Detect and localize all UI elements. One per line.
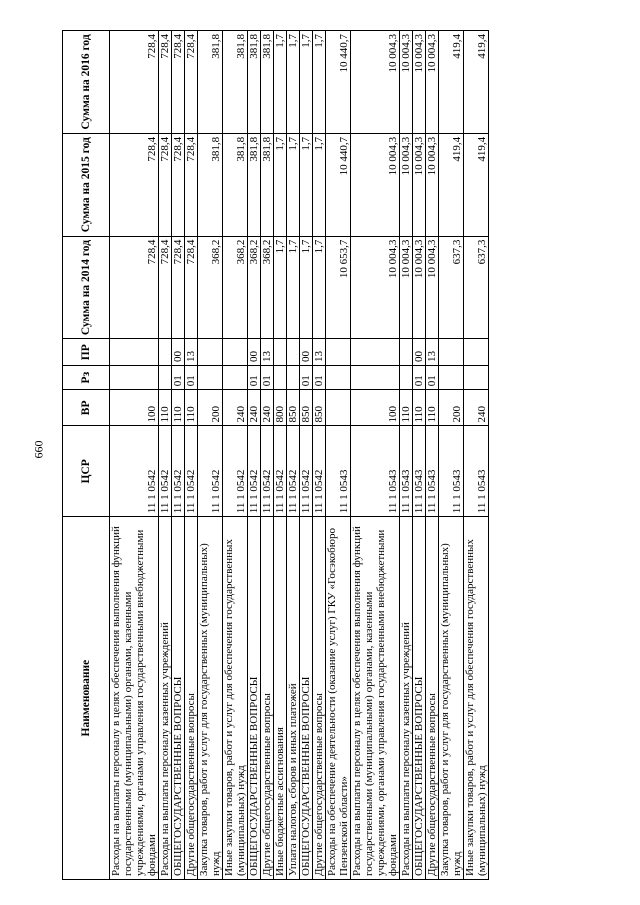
row-name: Расходы на выплаты персоналу в целях обеспечения выполнения функций государственными (муниципальными) органами, казенными учреждениями, органами управления государственными внебюджетными фондами: [110, 517, 159, 880]
row-pr: [287, 339, 300, 366]
row-vr: 240: [464, 390, 489, 426]
row-sum-2016: 1,7: [300, 31, 313, 134]
row-csr: 11 1 0542: [110, 426, 159, 517]
row-sum-2015: 381,8: [261, 133, 274, 236]
row-csr: 11 1 0542: [313, 426, 326, 517]
row-pr: [274, 339, 287, 366]
table-row: [439, 31, 464, 880]
row-sum-2015: 10 004,3: [400, 133, 413, 236]
row-pr: [464, 339, 489, 366]
row-name: Другие общегосударственные вопросы: [313, 517, 326, 880]
row-rz: [400, 366, 413, 390]
row-csr: 11 1 0543: [464, 426, 489, 517]
row-pr: 00: [413, 339, 426, 366]
table-row: [413, 31, 426, 880]
row-sum-2014: 10 004,3: [400, 236, 413, 339]
budget-table: [62, 30, 489, 880]
row-pr: [110, 339, 159, 366]
row-sum-2014: 10 004,3: [351, 236, 400, 339]
table-header-row: [63, 31, 110, 880]
row-sum-2016: 728,4: [185, 31, 198, 134]
row-name: Закупка товаров, работ и услуг для государственных (муниципальных) нужд: [198, 517, 223, 880]
row-rz: [223, 366, 248, 390]
row-rz: [198, 366, 223, 390]
rotated-page: [62, 30, 582, 880]
row-csr: 11 1 0543: [351, 426, 400, 517]
row-vr: 110: [413, 390, 426, 426]
row-pr: 00: [172, 339, 185, 366]
table-row: [198, 31, 223, 880]
row-name: Расходы на выплаты персоналу в целях обеспечения выполнения функций государственными (муниципальными) органами, казенными учреждениями, органами управления государственными внебюджетными фондами: [351, 517, 400, 880]
row-pr: [351, 339, 400, 366]
table-row: [351, 31, 400, 880]
row-pr: 00: [248, 339, 261, 366]
row-name: Закупка товаров, работ и услуг для государственных (муниципальных) нужд: [439, 517, 464, 880]
row-csr: 11 1 0542: [198, 426, 223, 517]
row-rz: [274, 366, 287, 390]
row-vr: 240: [261, 390, 274, 426]
row-sum-2014: 10 004,3: [426, 236, 439, 339]
header-sum-2015: Сумма на 2015 год: [63, 133, 110, 236]
row-sum-2014: 1,7: [274, 236, 287, 339]
row-rz: [110, 366, 159, 390]
table-row: [159, 31, 172, 880]
row-csr: 11 1 0542: [159, 426, 172, 517]
row-sum-2014: 10 004,3: [413, 236, 426, 339]
row-csr: 11 1 0542: [287, 426, 300, 517]
row-csr: 11 1 0543: [400, 426, 413, 517]
row-sum-2015: 419,4: [464, 133, 489, 236]
row-sum-2014: 728,4: [185, 236, 198, 339]
row-sum-2014: 368,2: [248, 236, 261, 339]
row-vr: 200: [198, 390, 223, 426]
table-row: [400, 31, 413, 880]
row-name: Расходы на выплаты персоналу казенных учреждений: [400, 517, 413, 880]
row-csr: 11 1 0542: [223, 426, 248, 517]
row-name: Иные закупки товаров, работ и услуг для обеспечения государственных (муниципальных) нужд: [464, 517, 489, 880]
row-sum-2014: 728,4: [159, 236, 172, 339]
row-name: ОБЩЕГОСУДАРСТВЕННЫЕ ВОПРОСЫ: [172, 517, 185, 880]
row-sum-2015: 1,7: [313, 133, 326, 236]
row-sum-2014: 1,7: [300, 236, 313, 339]
row-sum-2014: 728,4: [172, 236, 185, 339]
row-sum-2016: 728,4: [110, 31, 159, 134]
row-sum-2015: 381,8: [198, 133, 223, 236]
row-sum-2015: 10 440,7: [326, 133, 351, 236]
row-sum-2016: 419,4: [464, 31, 489, 134]
row-vr: 110: [185, 390, 198, 426]
row-name: Иные бюджетные ассигнования: [274, 517, 287, 880]
table-row: [248, 31, 261, 880]
row-sum-2015: 728,4: [110, 133, 159, 236]
row-csr: 11 1 0543: [326, 426, 351, 517]
row-csr: 11 1 0543: [413, 426, 426, 517]
row-pr: 13: [185, 339, 198, 366]
row-pr: 13: [261, 339, 274, 366]
row-rz: [464, 366, 489, 390]
table-row: [426, 31, 439, 880]
row-rz: 01: [426, 366, 439, 390]
row-csr: 11 1 0542: [300, 426, 313, 517]
row-pr: [400, 339, 413, 366]
row-vr: 240: [248, 390, 261, 426]
row-csr: 11 1 0543: [439, 426, 464, 517]
table-row: [313, 31, 326, 880]
row-sum-2015: 419,4: [439, 133, 464, 236]
row-vr: 200: [439, 390, 464, 426]
row-pr: [439, 339, 464, 366]
row-sum-2015: 10 004,3: [413, 133, 426, 236]
row-sum-2016: 381,8: [198, 31, 223, 134]
row-sum-2016: 10 004,3: [351, 31, 400, 134]
row-sum-2016: 728,4: [159, 31, 172, 134]
row-pr: [223, 339, 248, 366]
row-sum-2016: 10 004,3: [400, 31, 413, 134]
row-csr: 11 1 0542: [261, 426, 274, 517]
table-row: [300, 31, 313, 880]
header-name: Наименование: [63, 517, 110, 880]
row-sum-2015: 728,4: [159, 133, 172, 236]
row-sum-2016: 1,7: [313, 31, 326, 134]
row-rz: 01: [172, 366, 185, 390]
table-body: [110, 31, 489, 880]
row-sum-2016: 419,4: [439, 31, 464, 134]
table-row: [223, 31, 248, 880]
row-sum-2015: 1,7: [274, 133, 287, 236]
table-row: [110, 31, 159, 880]
table-row: [185, 31, 198, 880]
row-name: Иные закупки товаров, работ и услуг для обеспечения государственных (муниципальных) нужд: [223, 517, 248, 880]
row-sum-2015: 381,8: [248, 133, 261, 236]
row-sum-2015: 1,7: [300, 133, 313, 236]
header-csr: ЦСР: [63, 426, 110, 517]
header-sum-2014: Сумма на 2014 год: [63, 236, 110, 339]
header-vr: ВР: [63, 390, 110, 426]
row-sum-2014: 368,2: [261, 236, 274, 339]
row-pr: [159, 339, 172, 366]
row-sum-2016: 381,8: [223, 31, 248, 134]
page-number: 660: [31, 440, 46, 459]
row-name: ОБЩЕГОСУДАРСТВЕННЫЕ ВОПРОСЫ: [248, 517, 261, 880]
table-row: [287, 31, 300, 880]
row-sum-2016: 1,7: [274, 31, 287, 134]
row-rz: [159, 366, 172, 390]
row-vr: [326, 390, 351, 426]
row-pr: 13: [426, 339, 439, 366]
row-csr: 11 1 0542: [185, 426, 198, 517]
row-sum-2016: 381,8: [261, 31, 274, 134]
row-sum-2015: 728,4: [185, 133, 198, 236]
row-sum-2015: 10 004,3: [351, 133, 400, 236]
row-csr: 11 1 0543: [426, 426, 439, 517]
row-name: Расходы на выплаты персоналу казенных учреждений: [159, 517, 172, 880]
table-row: [172, 31, 185, 880]
row-vr: 110: [400, 390, 413, 426]
row-vr: 110: [172, 390, 185, 426]
row-rz: [326, 366, 351, 390]
row-rz: 01: [185, 366, 198, 390]
row-pr: 13: [313, 339, 326, 366]
row-sum-2016: 381,8: [248, 31, 261, 134]
row-rz: 01: [248, 366, 261, 390]
row-vr: 100: [351, 390, 400, 426]
row-sum-2016: 1,7: [287, 31, 300, 134]
row-name: Расходы на обеспечение деятельности (оказание услуг) ГКУ «Госэкобюро Пензенской области»: [326, 517, 351, 880]
row-sum-2014: 1,7: [313, 236, 326, 339]
table-row: [326, 31, 351, 880]
row-vr: 100: [110, 390, 159, 426]
row-csr: 11 1 0542: [248, 426, 261, 517]
row-pr: 00: [300, 339, 313, 366]
row-csr: 11 1 0542: [274, 426, 287, 517]
row-sum-2016: 728,4: [172, 31, 185, 134]
row-rz: [439, 366, 464, 390]
row-rz: [287, 366, 300, 390]
table-row: [274, 31, 287, 880]
row-vr: 240: [223, 390, 248, 426]
row-name: Другие общегосударственные вопросы: [185, 517, 198, 880]
header-pr: ПР: [63, 339, 110, 366]
row-sum-2016: 10 004,3: [413, 31, 426, 134]
row-sum-2014: 637,3: [464, 236, 489, 339]
row-vr: 850: [287, 390, 300, 426]
row-name: Другие общегосударственные вопросы: [426, 517, 439, 880]
row-name: Уплата налогов, сборов и иных платежей: [287, 517, 300, 880]
row-vr: 850: [300, 390, 313, 426]
row-sum-2015: 10 004,3: [426, 133, 439, 236]
row-sum-2015: 381,8: [223, 133, 248, 236]
row-csr: 11 1 0542: [172, 426, 185, 517]
header-rz: Рз: [63, 366, 110, 390]
row-sum-2014: 637,3: [439, 236, 464, 339]
row-rz: 01: [300, 366, 313, 390]
row-sum-2014: 10 653,7: [326, 236, 351, 339]
table-row: [464, 31, 489, 880]
row-sum-2014: 728,4: [110, 236, 159, 339]
row-sum-2015: 728,4: [172, 133, 185, 236]
row-name: Другие общегосударственные вопросы: [261, 517, 274, 880]
row-name: ОБЩЕГОСУДАРСТВЕННЫЕ ВОПРОСЫ: [300, 517, 313, 880]
header-sum-2016: Сумма на 2016 год: [63, 31, 110, 134]
row-vr: 800: [274, 390, 287, 426]
row-vr: 110: [426, 390, 439, 426]
row-rz: [351, 366, 400, 390]
row-name: ОБЩЕГОСУДАРСТВЕННЫЕ ВОПРОСЫ: [413, 517, 426, 880]
row-rz: 01: [413, 366, 426, 390]
row-rz: 01: [313, 366, 326, 390]
row-pr: [326, 339, 351, 366]
row-sum-2014: 1,7: [287, 236, 300, 339]
row-sum-2016: 10 004,3: [426, 31, 439, 134]
row-vr: 850: [313, 390, 326, 426]
row-vr: 110: [159, 390, 172, 426]
row-sum-2014: 368,2: [223, 236, 248, 339]
row-sum-2016: 10 440,7: [326, 31, 351, 134]
row-sum-2014: 368,2: [198, 236, 223, 339]
row-rz: 01: [261, 366, 274, 390]
table-row: [261, 31, 274, 880]
row-sum-2015: 1,7: [287, 133, 300, 236]
row-pr: [198, 339, 223, 366]
